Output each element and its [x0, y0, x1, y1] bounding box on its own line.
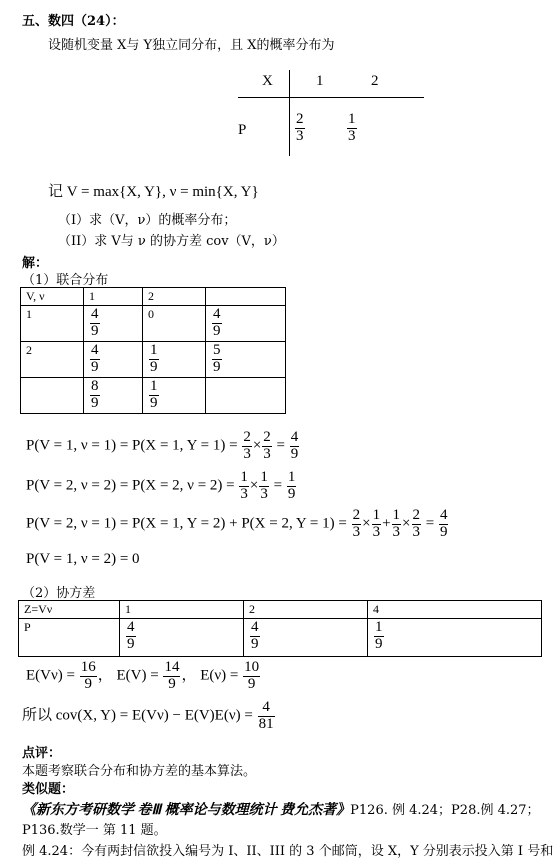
table-cell: $\frac{4}{9}$	[84, 342, 143, 378]
dist-value-1: 1	[316, 73, 324, 89]
covariance-result: 所以 cov(X, Y) = E(Vν) − E(V)E(ν) = $\frac{4}{81}$	[22, 699, 274, 732]
table-cell: 0	[143, 306, 206, 342]
question-1: （I）求（V，ν）的概率分布；	[58, 213, 237, 228]
table-cell: $\frac{1}{9}$	[143, 342, 206, 378]
table-row	[21, 288, 286, 306]
table-cell: 2	[143, 288, 206, 306]
table-cell	[206, 378, 286, 414]
equation-2: P(V = 2, ν = 2) = P(X = 2, ν = 2) = $\frac{1}{3}$ × $\frac{1}{3}$ = $\frac{1}{9}$	[26, 469, 296, 502]
section-heading: 五、数四（24）：	[22, 14, 125, 29]
definition-line: 记 V = max{X, Y}, ν = min{X, Y}	[48, 184, 259, 200]
dist-prob-2: $\frac{1}{3}$	[348, 111, 356, 144]
equation-3: P(V = 2, ν = 1) = P(X = 1, Y = 2) + P(X = 2, Y = 1) = $\frac{2}{3}$ × $\frac{1}{3}$ + $\frac{1}{3}$ × $\frac{2}{3}$ = $\frac{4}{9}$	[26, 507, 448, 540]
example-line: 例 4.24：今有两封信欲投入编号为 I、II、III 的 3 个邮筒，设 X，Y 分别表示投入第 I 号和	[22, 844, 554, 859]
dist-table-hline	[238, 97, 424, 98]
table-cell: 4	[368, 601, 542, 619]
part1-label: （1）联合分布	[22, 273, 109, 288]
table-row	[21, 342, 286, 378]
table-cell: $\frac{1}{9}$	[143, 378, 206, 414]
reference-line-2: P136.数学一 第 11 题。	[22, 823, 167, 838]
table-cell: V, ν	[21, 288, 84, 306]
table-cell: 2	[244, 601, 368, 619]
solution-label: 解：	[22, 256, 49, 271]
table-cell: 1	[21, 306, 84, 342]
table-cell: 1	[120, 601, 244, 619]
problem-intro: 设随机变量 X与 Y独立同分布，且 X的概率分布为	[48, 38, 335, 53]
table-cell: $\frac{4}{9}$	[120, 619, 244, 657]
table-cell: 1	[84, 288, 143, 306]
dist-p-label: P	[238, 122, 247, 138]
table-cell: 2	[21, 342, 84, 378]
dist-value-2: 2	[371, 73, 379, 89]
table-row	[19, 601, 542, 619]
table-row	[19, 619, 542, 657]
table-cell: P	[19, 619, 120, 657]
table-row	[21, 378, 286, 414]
similar-label: 类似题：	[22, 782, 75, 797]
dist-x-label: X	[262, 73, 273, 89]
dist-prob-1: $\frac{2}{3}$	[296, 111, 304, 144]
table-cell	[206, 288, 286, 306]
table-cell: $\frac{1}{9}$	[368, 619, 542, 657]
equation-1: P(V = 1, ν = 1) = P(X = 1, Y = 1) = $\frac{2}{3}$ × $\frac{2}{3}$ = $\frac{4}{9}$	[26, 429, 299, 462]
table-cell: Z=Vν	[19, 601, 120, 619]
expectations-line: E(Vν) = $\frac{16}{9}$ ， E(V) = $\frac{14}{9}$ ， E(ν) = $\frac{10}{9}$	[26, 659, 260, 692]
table-cell: $\frac{8}{9}$	[84, 378, 143, 414]
joint-distribution-table	[20, 287, 286, 414]
part2-label: （2）协方差	[22, 586, 96, 601]
dist-table-vline	[289, 70, 290, 156]
comment-label: 点评：	[22, 746, 62, 761]
table-cell: $\frac{4}{9}$	[206, 306, 286, 342]
covariance-table	[18, 600, 542, 657]
table-row	[21, 306, 286, 342]
equation-4: P(V = 1, ν = 2) = 0	[26, 551, 140, 567]
table-cell: $\frac{5}{9}$	[206, 342, 286, 378]
table-cell	[21, 378, 84, 414]
reference-line: 《新东方考研数学 卷Ⅲ 概率论与数理统计 费允杰著》P126. 例 4.24；P28.例 4.27；	[22, 803, 540, 818]
question-2: （II）求 V与 ν 的协方差 cov（V，ν）	[58, 234, 285, 249]
comment-text: 本题考察联合分布和协方差的基本算法。	[22, 764, 257, 779]
table-cell: $\frac{4}{9}$	[84, 306, 143, 342]
table-cell: $\frac{4}{9}$	[244, 619, 368, 657]
